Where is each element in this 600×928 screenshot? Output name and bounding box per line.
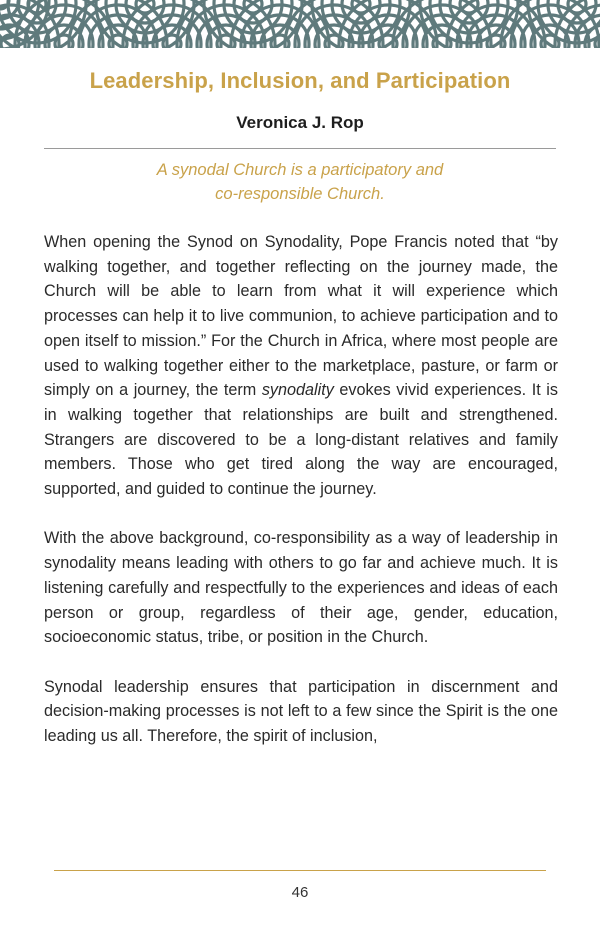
paragraph-3: Synodal leadership ensures that participation in discernment and decision-making processes is not left to a few since the Spirit is the one leading us all. Therefore, the spirit of inclusion,	[44, 677, 558, 746]
quote-line-1: A synodal Church is a participatory and	[156, 161, 444, 179]
paragraph-1-text-a: When opening the Synod on Synodality, Pope Francis noted that “by walking together, and together reflecting on the journey made, the Church will be able to learn from what it will experience which processes can help it to live communion, to achieve participation and to open itself to mission.” For the Church in Africa, where most people are used to walking together either to the marketplace, pasture, or farm or simply on a journey, the term	[44, 233, 558, 400]
arc-pattern-icon	[0, 0, 600, 48]
author-name: Veronica J. Rop	[236, 113, 364, 132]
decorative-arc-pattern	[0, 0, 600, 48]
paragraph-2: With the above background, co-responsibility as a way of leadership in synodality means leading with others to go far and achieve much. It is listening carefully and respectfully to the experiences and ideas of each person or group, regardless of their age, gender, education, socioeconomic status, tribe, or position in the Church.	[44, 529, 558, 647]
page-title: Leadership, Inclusion, and Participation	[89, 68, 511, 93]
quote-line-2: co-responsible Church.	[215, 185, 385, 203]
paragraph-1-text-b: evokes vivid experiences. It is in walking together that relationships are built and strengthened. Strangers are discovered to be a long-distant relatives and family members. Those who get tired along the way are encouraged, supported, and guided to continue the journey.	[44, 381, 558, 499]
title-divider	[44, 148, 556, 149]
paragraph-1	[44, 230, 558, 502]
footer-divider	[54, 870, 546, 871]
article-body	[44, 230, 558, 773]
page-number: 46	[291, 884, 309, 901]
epigraph-quote	[60, 158, 540, 206]
paragraph-1-italic-term: synodality	[261, 381, 334, 400]
